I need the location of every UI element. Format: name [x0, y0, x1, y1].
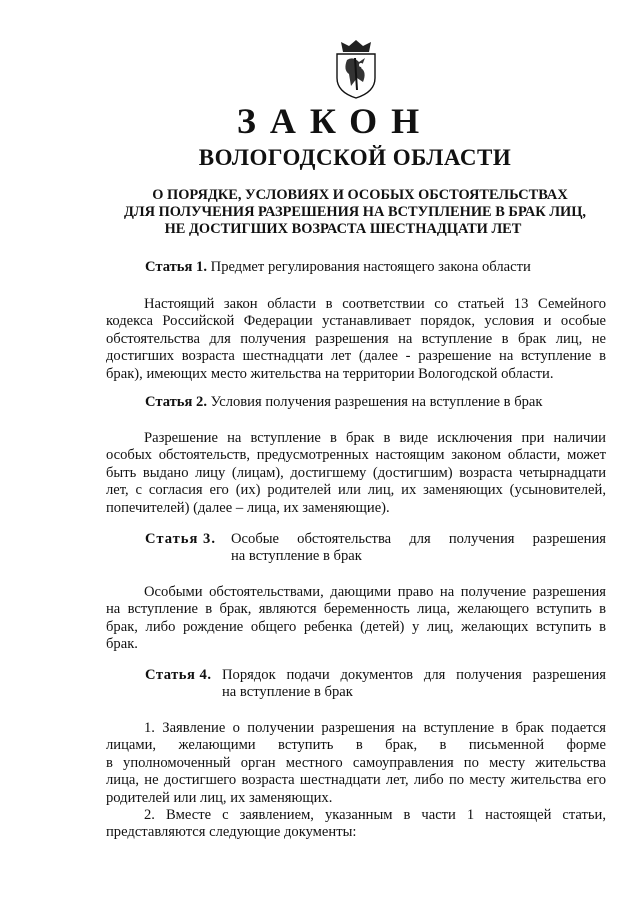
body-line: Настоящий закон области в соответствии со статьей 13 Семейного	[144, 296, 606, 312]
body-line: попечителей) (далее – лица, их заменяющие).	[106, 499, 390, 516]
article-3-label: Статья 3.	[145, 531, 216, 547]
body-line: обстоятельства для получения разрешения на вступление в брак лиц, не	[106, 330, 606, 347]
article-4-heading-row	[145, 667, 606, 684]
body-line: брак.	[106, 636, 138, 653]
body-line: Разрешение на вступление в брак в виде исключения при наличии	[144, 430, 606, 446]
coat-of-arms-icon	[331, 38, 381, 100]
article-1-label: Статья 1.	[145, 259, 207, 275]
law-title: ЗАКОН	[236, 101, 434, 141]
article-3-title-line2: на вступление в брак	[231, 548, 362, 565]
article-2-title: Условия получения разрешения на вступление в брак	[210, 394, 543, 410]
body-line: брак), имеющих место жительства на территории Вологодской области.	[106, 365, 554, 382]
heading-line: ДЛЯ ПОЛУЧЕНИЯ РАЗРЕШЕНИЯ НА ВСТУПЛЕНИЕ В БРАК ЛИЦ,	[123, 204, 587, 220]
law-heading	[100, 187, 620, 238]
article-3-heading-row	[145, 531, 606, 548]
body-line: родителей или лиц, их заменяющих.	[106, 789, 333, 806]
article-2-label: Статья 2.	[145, 394, 207, 410]
body-line: в уполномоченный орган местного самоуправления по месту жительства	[106, 754, 606, 771]
body-line: Особыми обстоятельствами, дающими право на получение разрешения	[144, 584, 606, 600]
body-line: лица, не достигшего возраста шестнадцати лет, либо по месту жительства его	[106, 772, 606, 789]
article-4-heading	[145, 667, 606, 702]
article-2-heading	[145, 394, 543, 411]
article-3-title-line1: Особые обстоятельства для получения разрешения	[231, 531, 606, 547]
body-line: лицами, желающими вступить в брак, в письменной форме	[106, 737, 606, 754]
article-1-title: Предмет регулирования настоящего закона области	[210, 259, 531, 275]
heading-line: О ПОРЯДКЕ, УСЛОВИЯХ И ОСОБЫХ ОБСТОЯТЕЛЬСТВАХ	[152, 187, 568, 203]
body-line: 2. Вместе с заявлением, указанным в части 1 настоящей статьи,	[144, 807, 606, 824]
body-line: представляются следующие документы:	[106, 824, 357, 841]
body-line: кодекса Российской Федерации устанавливает порядок, условия и особые	[106, 313, 606, 330]
article-4-label: Статья 4.	[145, 667, 212, 683]
body-line: на вступление в брак, являются беременность лица, желающего вступить в	[106, 601, 606, 618]
region-title: ВОЛОГОДСКОЙ ОБЛАСТИ	[198, 145, 512, 170]
body-line: 1. Заявление о получении разрешения на вступление в брак подается	[144, 720, 606, 736]
heading-line: НЕ ДОСТИГШИХ ВОЗРАСТА ШЕСТНАДЦАТИ ЛЕТ	[164, 221, 522, 237]
article-4-title-line2: на вступление в брак	[222, 684, 353, 701]
body-line: быть выдано лицу (лицам), достигшему (достигшим) возраста четырнадцати	[106, 464, 606, 481]
article-4-title-line1: Порядок подачи документов для получения разрешения	[222, 667, 606, 683]
article-4-body	[106, 720, 606, 842]
article-2-body	[106, 430, 606, 517]
body-line: достигших возраста шестнадцати лет (далее - разрешение на вступление в	[106, 348, 606, 365]
article-3-body	[106, 584, 606, 654]
body-line: лет, с согласия его (их) родителей или лиц, их заменяющих (усыновителей,	[106, 482, 606, 499]
article-1-body	[106, 296, 606, 383]
article-3-heading	[145, 531, 606, 566]
body-line: брак, либо рождение общего ребенка (детей) у лиц, желающих вступить в	[106, 618, 606, 635]
body-line: особых обстоятельств, предусмотренных настоящим законом области, может	[106, 447, 606, 464]
article-1-heading	[145, 259, 531, 276]
